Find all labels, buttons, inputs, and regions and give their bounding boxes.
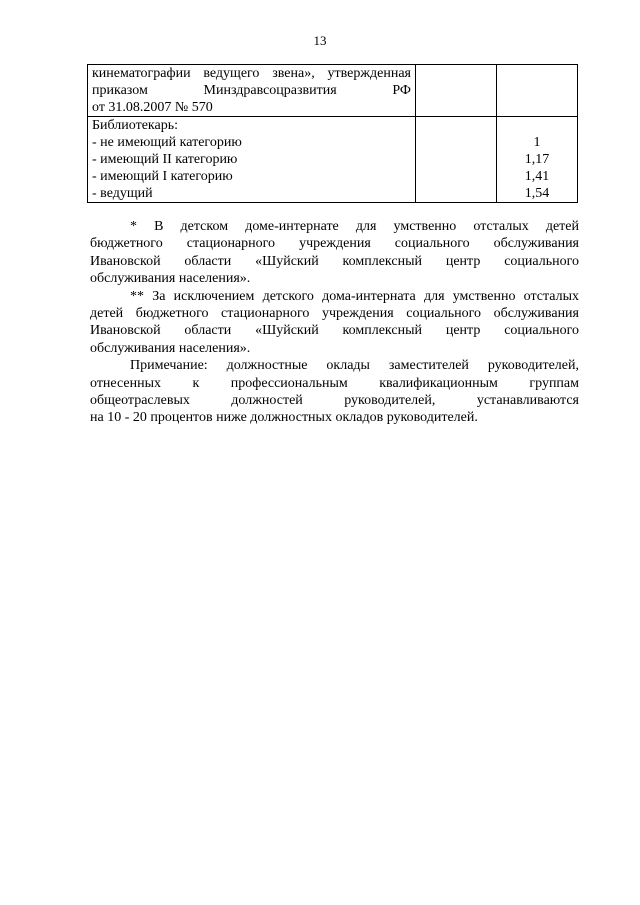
table-cell-empty	[416, 65, 497, 117]
cell-line: от 31.08.2007 № 570	[92, 100, 213, 115]
text-line: на 10 - 20 процентов ниже должностных окладов руководителей.	[90, 410, 478, 426]
footnote-single-asterisk	[90, 218, 579, 235]
category-label: - не имеющий категорию	[92, 135, 242, 150]
coefficient-value: 1,17	[524, 152, 550, 167]
text-line: обслуживания населения».	[90, 271, 251, 287]
table-cell-coefficients	[497, 117, 578, 203]
text-line: бюджетного стационарного учреждения социального обслуживания	[90, 236, 579, 252]
text-line: общеотраслевых должностей руководителей, устанавливаются	[90, 393, 579, 409]
spacer-line	[501, 117, 573, 134]
cell-line: кинематографии ведущего звена», утвержденная	[92, 66, 411, 81]
salary-coefficient-table	[87, 64, 578, 203]
position-title: Библиотекарь:	[92, 118, 179, 133]
category-label: - имеющий II категорию	[92, 152, 238, 167]
table-row	[88, 65, 578, 117]
table-cell-empty	[497, 65, 578, 117]
text-line: Примечание: должностные оклады заместителей руководителей,	[130, 358, 579, 374]
notes-section	[90, 218, 579, 427]
text-line: Ивановской области «Шуйский комплексный центр социального	[90, 253, 579, 269]
table-row	[88, 117, 578, 203]
category-label: - имеющий I категорию	[92, 169, 233, 184]
table-cell-empty	[416, 117, 497, 203]
category-label: - ведущий	[92, 186, 153, 201]
footnote-double-asterisk	[90, 288, 579, 305]
text-line: Ивановской области «Шуйский комплексный центр социального	[90, 323, 579, 339]
text-line: ** За исключением детского дома-интерната для умственно отсталых	[130, 288, 579, 304]
text-line: обслуживания населения».	[90, 340, 251, 356]
page-number: 13	[313, 33, 327, 48]
coefficient-value: 1,54	[524, 186, 550, 201]
coefficient-value: 1	[533, 135, 541, 150]
text-line: детей бюджетного стационарного учреждения социального обслуживания	[90, 306, 579, 322]
text-line: отнесенных к профессиональным квалификационным группам	[90, 375, 579, 391]
coefficient-value: 1,41	[524, 169, 550, 184]
table-cell-description	[88, 117, 416, 203]
note-paragraph	[90, 357, 579, 374]
text-line: * В детском доме-интернате для умственно отсталых детей	[130, 219, 579, 234]
table-cell-description	[88, 65, 416, 117]
cell-line: приказом Минздравсоцразвития РФ	[92, 83, 411, 98]
